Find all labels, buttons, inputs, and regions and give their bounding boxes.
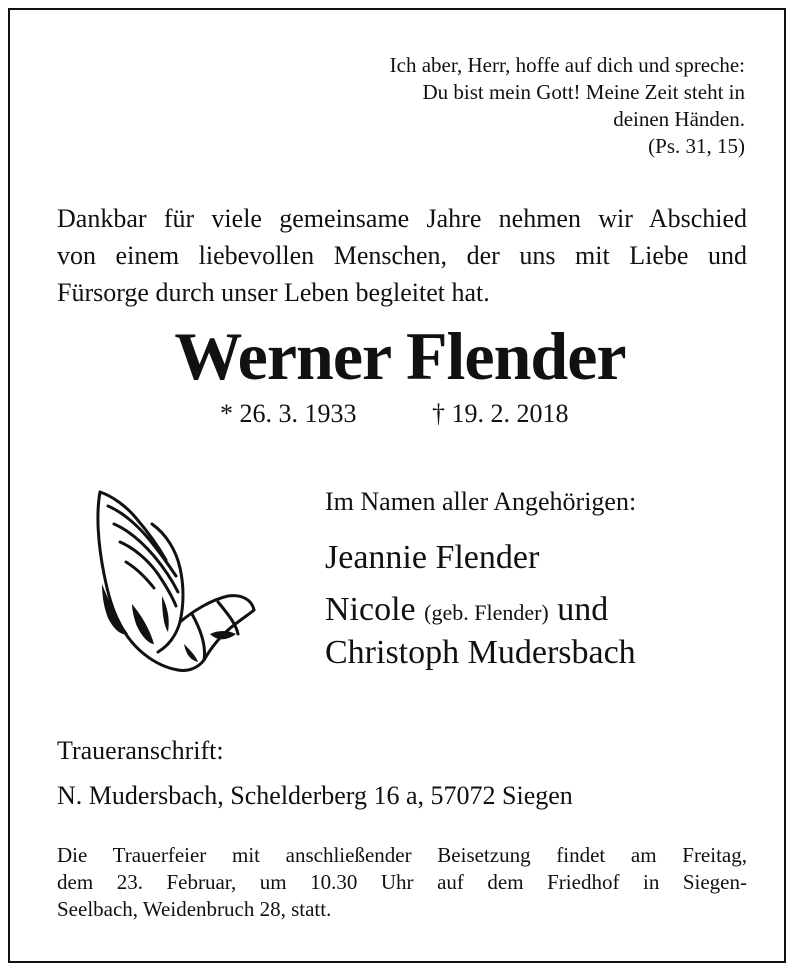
deceased-name: Werner Flender (174, 318, 626, 394)
bible-verse (390, 52, 745, 160)
family-member-3: Christoph Mudersbach (325, 634, 636, 671)
verse-line: Du bist mein Gott! Meine Zeit steht in (422, 80, 745, 104)
family-intro: Im Namen aller Angehörigen: (325, 487, 637, 516)
intro-line: Fürsorge durch unser Leben begleitet hat. (57, 278, 490, 307)
praying-hands-icon (92, 484, 257, 679)
funeral-line: dem 23. Februar, um 10.30 Uhr auf dem Friedhof in Siegen- (57, 870, 747, 894)
funeral-line: Seelbach, Weidenbruch 28, statt. (57, 897, 332, 921)
birth-date: * 26. 3. 1933 (220, 399, 357, 428)
verse-line: Ich aber, Herr, hoffe auf dich und spreche: (389, 53, 745, 77)
family-member-1: Jeannie Flender (325, 539, 540, 576)
funeral-line: Die Trauerfeier mit anschließender Beisetzung findet am Freitag, (57, 843, 747, 867)
intro-text (57, 200, 747, 311)
family-member-2 (325, 589, 608, 634)
address-label: Traueranschrift: (57, 736, 224, 765)
family-member-2-maiden: (geb. Flender) (424, 600, 549, 625)
intro-line: von einem liebevollen Menschen, der uns mit Liebe und (57, 241, 747, 270)
intro-line: Dankbar für viele gemeinsame Jahre nehmen wir Abschied (57, 204, 747, 233)
death-date: † 19. 2. 2018 (432, 399, 569, 428)
address-text: N. Mudersbach, Schelderberg 16 a, 57072 Siegen (57, 781, 573, 810)
verse-reference: (Ps. 31, 15) (648, 134, 745, 158)
funeral-info (57, 842, 747, 923)
verse-line: deinen Händen. (613, 107, 745, 131)
family-conjunction: und (557, 591, 609, 628)
family-member-2-name: Nicole (325, 591, 416, 628)
